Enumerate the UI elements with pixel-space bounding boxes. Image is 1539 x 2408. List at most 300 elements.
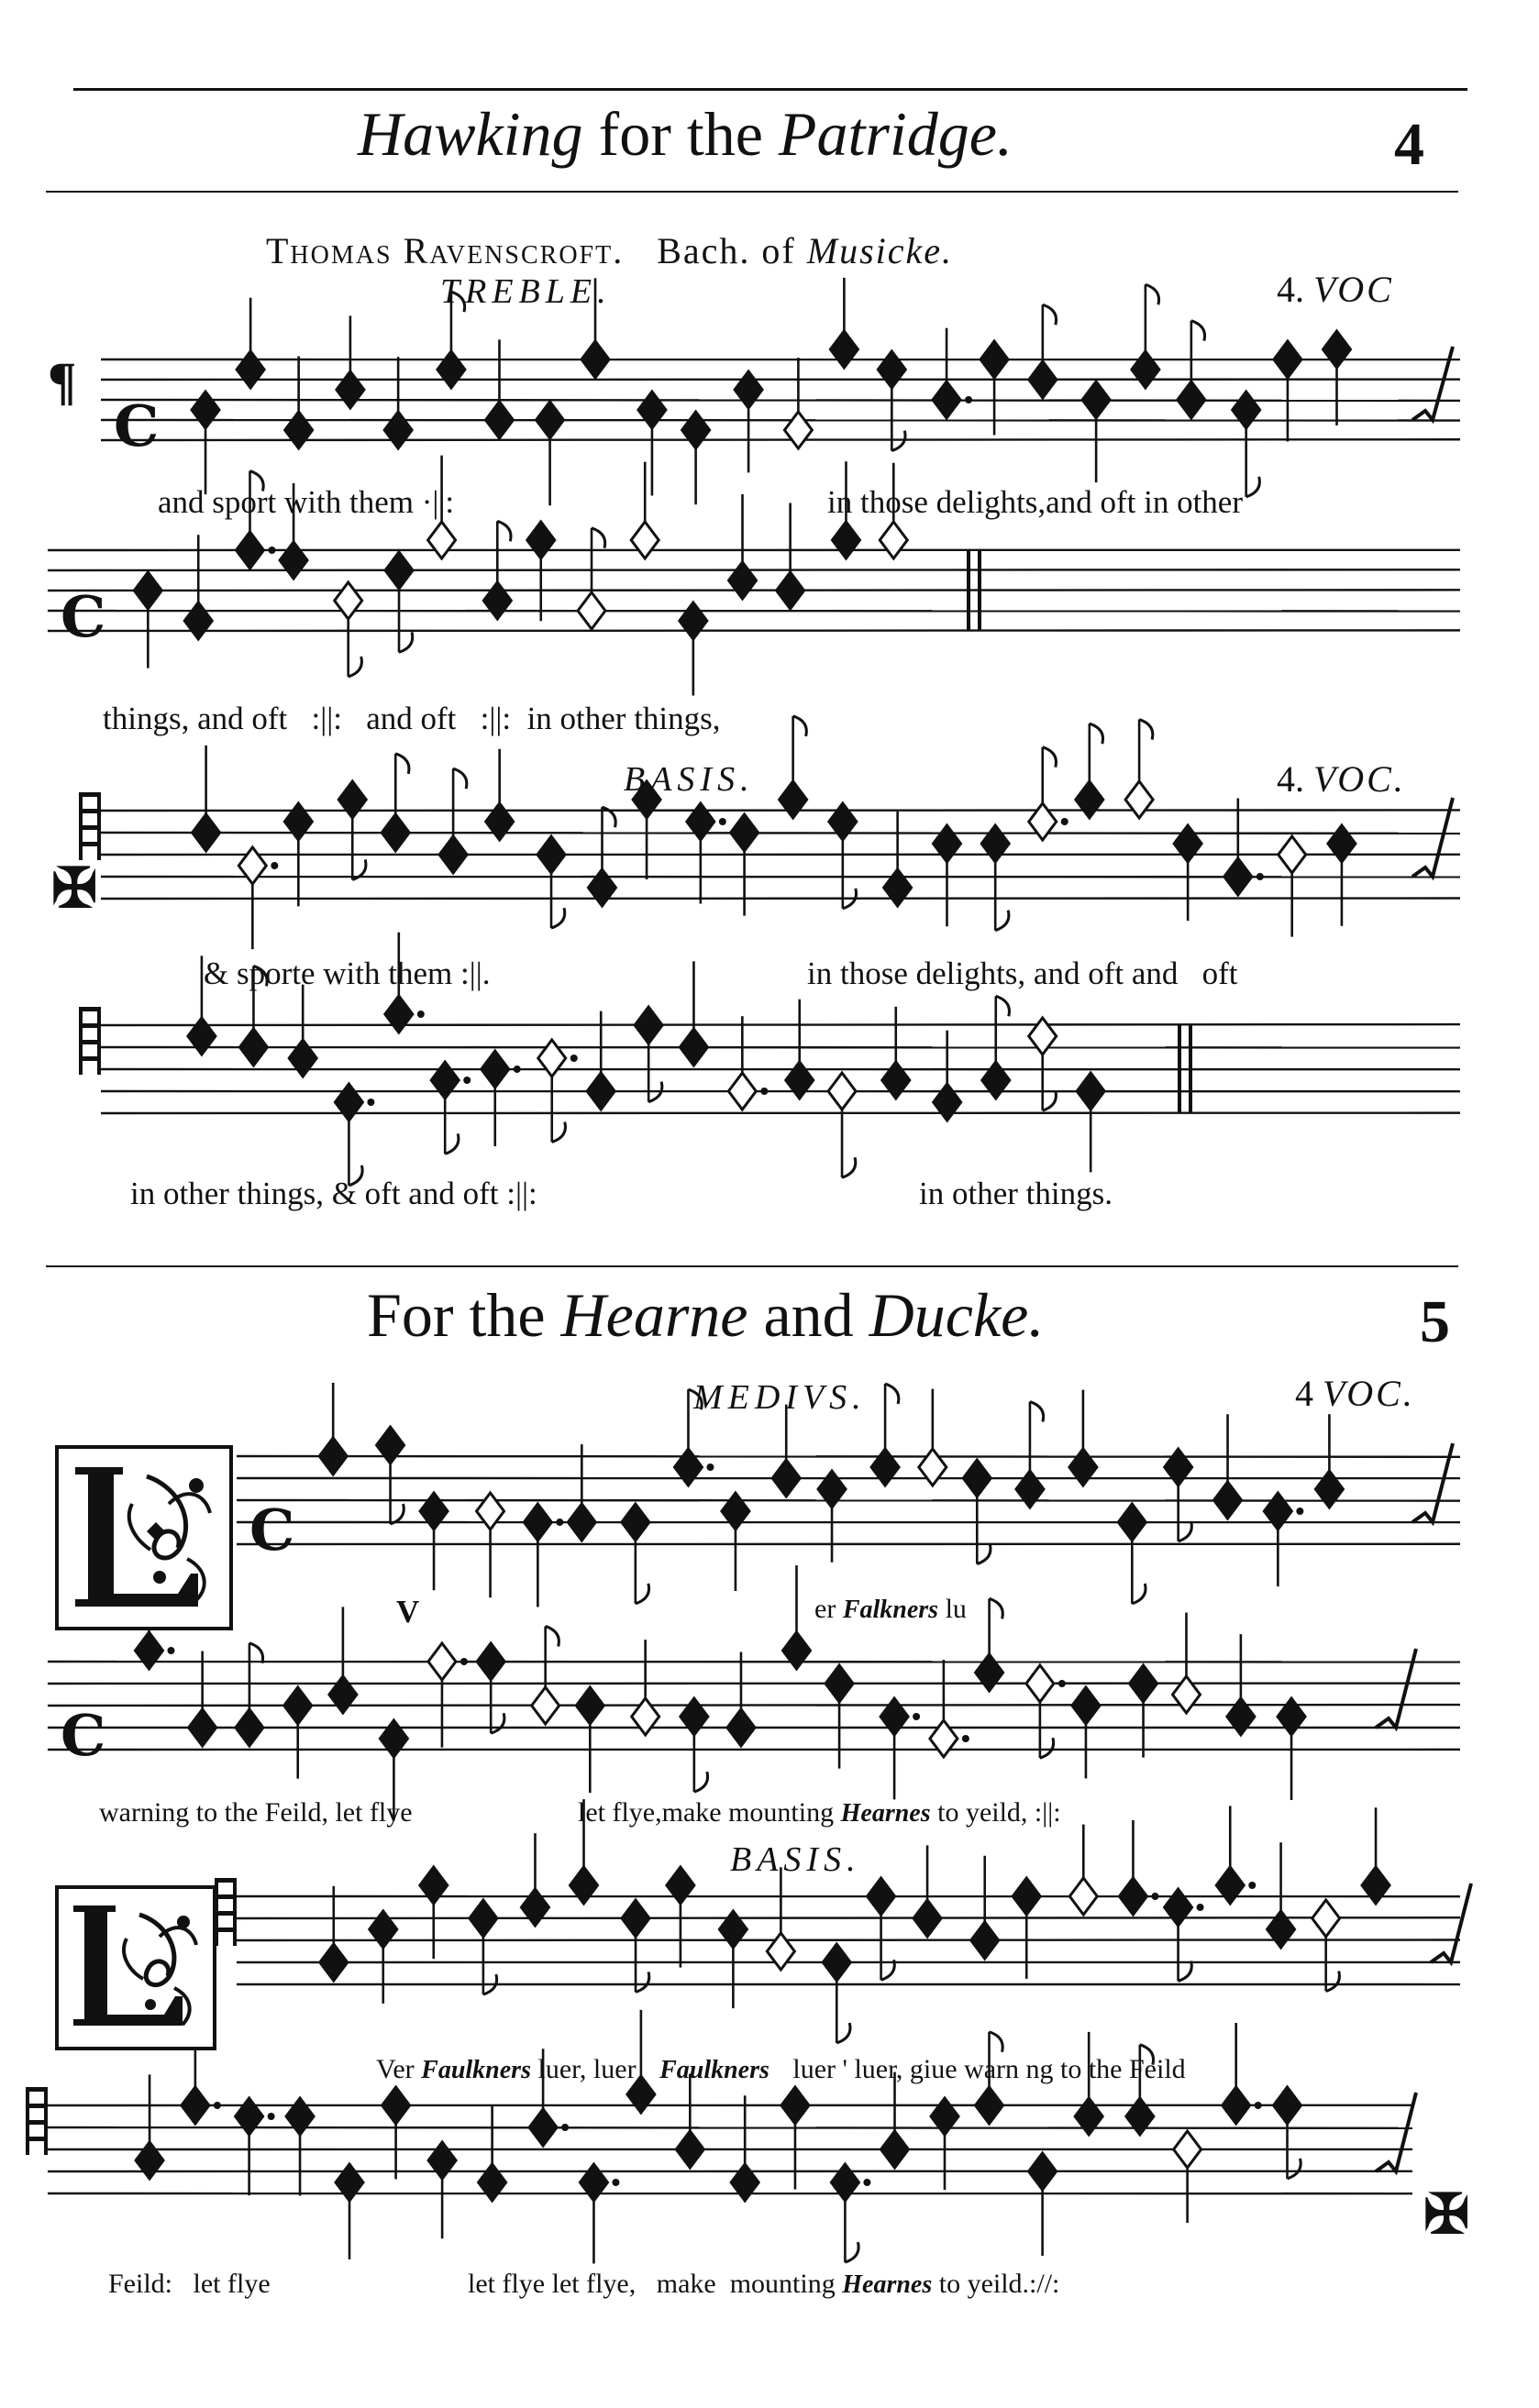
- note-head: [380, 1720, 407, 1757]
- note-head: [576, 1687, 603, 1724]
- note-dot: [271, 862, 278, 869]
- note-head: [286, 2098, 314, 2135]
- note-head: [680, 1029, 707, 1066]
- note-head: [485, 402, 513, 438]
- note-head: [772, 1460, 800, 1497]
- note-head: [1178, 381, 1205, 418]
- note-head: [931, 2098, 958, 2135]
- note-flag: [1191, 321, 1205, 341]
- note-flag: [491, 1713, 504, 1733]
- double-bar: [1178, 1025, 1181, 1113]
- note-dot: [214, 2102, 221, 2109]
- note-head: [727, 1709, 755, 1746]
- lyric-treble-2: things, and oft :||: and oft :||: in other things,: [103, 701, 721, 736]
- note-dot: [268, 2113, 275, 2120]
- note-flag: [845, 2242, 858, 2262]
- note-head: [188, 1018, 216, 1055]
- note-flag: [1246, 477, 1260, 497]
- custos-mark: [1431, 1883, 1471, 1962]
- note-head: [930, 1720, 958, 1757]
- note-head: [532, 1687, 559, 1724]
- lyric-basis-2a: in other things, & oft and oft :||:: [130, 1176, 537, 1211]
- note-flag: [552, 1121, 566, 1142]
- title-word-ducke: Ducke.: [869, 1280, 1045, 1350]
- note-head: [135, 1632, 162, 1669]
- note-dot: [268, 547, 275, 554]
- voice-label-basis-5: BASIS.: [730, 1840, 861, 1879]
- note-head: [428, 522, 456, 558]
- lyric-basis5-1a-italic: Faulkners: [421, 2056, 531, 2084]
- note-head: [635, 1007, 662, 1044]
- custos-mark: [1412, 1443, 1453, 1522]
- lyric-medius-2-rest: [578, 1797, 1061, 1828]
- note-head: [667, 1867, 694, 1904]
- note-head: [1082, 381, 1110, 418]
- staff-line: [48, 569, 1460, 570]
- note-head: [483, 582, 511, 619]
- note-head: [1076, 781, 1103, 818]
- title-word-hearne: Hearne: [560, 1280, 748, 1350]
- note-head: [676, 2131, 703, 2168]
- note-head: [1118, 1504, 1146, 1541]
- c-clef-icon: C: [61, 583, 106, 650]
- note-head: [319, 1438, 347, 1475]
- note-flag: [1043, 747, 1057, 768]
- note-dot: [1257, 873, 1264, 880]
- note-head: [377, 1427, 404, 1464]
- note-flag: [1287, 2159, 1301, 2179]
- note-head: [1174, 825, 1201, 862]
- note-head: [784, 412, 812, 448]
- note-head: [237, 351, 264, 388]
- c-clef-icon: C: [61, 1702, 106, 1769]
- note-head: [829, 803, 857, 840]
- note-head: [338, 781, 366, 818]
- note-dot: [1248, 1882, 1256, 1889]
- lyric-basis5-2b-italic: Hearnes: [842, 2270, 933, 2299]
- lyric-basis5-1b-italic: Faulkners: [659, 2056, 770, 2084]
- voc-number: 4: [1295, 1373, 1313, 1414]
- note-head: [681, 1698, 708, 1735]
- note-head: [881, 2131, 909, 2168]
- lyric-basis5-1a: Ver: [376, 2054, 415, 2084]
- double-bar: [1189, 1025, 1192, 1113]
- note-dot: [965, 396, 972, 403]
- note-head: [521, 1889, 548, 1926]
- f-clef-icon: [26, 2087, 29, 2155]
- note-flag: [885, 1384, 899, 1404]
- note-dot: [612, 2179, 619, 2186]
- double-bar: [967, 550, 970, 631]
- note-flag: [1326, 1971, 1340, 1991]
- note-head: [336, 2164, 363, 2201]
- voice-label-medius: MEDIVS.: [693, 1378, 867, 1417]
- note-head: [439, 836, 467, 873]
- staff-line: [48, 590, 1460, 591]
- note-head: [1323, 331, 1350, 368]
- note-head: [868, 1878, 895, 1915]
- note-head: [971, 1922, 999, 1959]
- title-word-and: and: [763, 1280, 854, 1350]
- note-head: [437, 351, 465, 388]
- note-head: [1214, 1482, 1242, 1519]
- note-head: [1264, 1493, 1291, 1530]
- note-head: [884, 869, 912, 906]
- note-flag: [445, 1133, 459, 1154]
- note-head: [830, 331, 858, 368]
- note-head: [382, 2087, 410, 2124]
- note-flag: [1043, 304, 1057, 325]
- note-head: [428, 1643, 456, 1680]
- note-head: [638, 392, 666, 428]
- lyric-basis-1a: & sporte with them :||.: [204, 955, 491, 991]
- note-head: [976, 1654, 1003, 1691]
- staff-line: [48, 630, 1460, 631]
- note-dot: [570, 1055, 578, 1062]
- note-head: [335, 1084, 362, 1121]
- note-flag: [399, 632, 413, 652]
- note-head: [578, 592, 605, 629]
- note-head: [1077, 1073, 1104, 1110]
- note-dot: [463, 1077, 471, 1084]
- note-head: [428, 2142, 456, 2179]
- note-flag: [451, 292, 465, 312]
- note-flag: [1139, 720, 1153, 740]
- note-head: [182, 2087, 209, 2124]
- note-head: [384, 412, 412, 448]
- page-number-5: 5: [1420, 1288, 1450, 1355]
- note-head: [871, 1449, 899, 1486]
- note-head: [919, 1449, 947, 1486]
- lyric-medius-1a: V: [396, 1594, 420, 1629]
- note-dot: [556, 1519, 563, 1526]
- note-flag: [636, 1972, 649, 1992]
- note-head: [980, 341, 1008, 378]
- note-head: [238, 847, 266, 884]
- note-head: [1315, 1471, 1343, 1508]
- cross-mark-right: ✠: [1423, 2184, 1470, 2245]
- page-5-title: [367, 1280, 1045, 1350]
- staff-line: [101, 400, 1460, 401]
- voc-number: 4.: [1277, 269, 1304, 310]
- lyric-basis-2b: in other things.: [919, 1176, 1113, 1211]
- f-clef-icon: [233, 1878, 237, 1946]
- note-flag: [551, 908, 565, 928]
- note-head: [880, 522, 907, 558]
- note-head: [236, 2098, 263, 2135]
- note-head: [1075, 2098, 1102, 2135]
- note-head: [731, 814, 758, 851]
- lyric-basis5-1b: luer, luer: [537, 2054, 637, 2084]
- note-head: [680, 602, 707, 639]
- voc-word: VOC.: [1323, 1373, 1415, 1414]
- voc-label-basis: [1277, 757, 1406, 801]
- note-head: [1125, 781, 1153, 818]
- note-dot: [561, 2124, 569, 2131]
- note-head: [682, 412, 710, 448]
- note-flag: [497, 521, 511, 541]
- note-head: [687, 803, 714, 840]
- note-head: [289, 1040, 316, 1077]
- note-head: [470, 1900, 497, 1937]
- note-head: [1026, 1665, 1054, 1702]
- note-head: [479, 2164, 506, 2201]
- lyric-basis5-1c: luer ' luer, giue warn ng to the Feild: [792, 2054, 1186, 2084]
- note-flag: [395, 754, 409, 774]
- note-flag: [1146, 284, 1159, 304]
- note-dot: [1061, 818, 1068, 825]
- note-dot: [863, 2179, 870, 2186]
- lyric-basis5-1: [376, 2054, 1186, 2085]
- note-head: [527, 522, 555, 558]
- note-head: [382, 814, 409, 851]
- note-head: [239, 1029, 267, 1066]
- note-flag: [453, 768, 467, 789]
- voice-label-basis: BASIS.: [624, 760, 755, 799]
- note-head: [580, 2164, 607, 2201]
- note-head: [786, 1062, 814, 1099]
- note-head: [1029, 1018, 1057, 1055]
- note-flag: [636, 1584, 649, 1604]
- lyric-medius-1b-italic: Falkners: [842, 1596, 939, 1624]
- note-head: [568, 1504, 595, 1541]
- note-head: [825, 1665, 853, 1702]
- lyric-medius-2a: warning to the Feild, let flye: [99, 1797, 413, 1828]
- c-clef-icon: C: [114, 392, 160, 459]
- lyric-basis5-2a: Feild: let flye: [108, 2269, 271, 2299]
- note-head: [632, 1698, 659, 1735]
- note-head: [823, 1944, 850, 1981]
- note-dot: [1058, 1680, 1066, 1687]
- note-dot: [1255, 2102, 1262, 2109]
- note-head: [831, 2164, 858, 2201]
- lyric-medius-2b-italic: Hearnes: [840, 1799, 931, 1828]
- note-head: [674, 1449, 702, 1486]
- double-bar: [978, 550, 981, 631]
- note-head: [777, 572, 804, 609]
- note-head: [780, 781, 807, 818]
- note-head: [1172, 1676, 1200, 1713]
- note-head: [1174, 2131, 1201, 2168]
- note-head: [729, 562, 757, 599]
- note-head: [782, 1632, 810, 1669]
- note-head: [976, 2087, 1003, 2124]
- note-head: [370, 1911, 397, 1948]
- note-head: [587, 1073, 614, 1110]
- note-head: [1130, 1665, 1157, 1702]
- note-head: [581, 341, 609, 378]
- note-head: [728, 1073, 756, 1110]
- note-flag: [990, 2032, 1003, 2052]
- note-flag: [391, 1504, 404, 1524]
- note-flag: [990, 1598, 1003, 1618]
- note-head: [767, 1933, 794, 1970]
- lyric-basis-1b: in those delights, and oft and oft: [807, 955, 1238, 991]
- note-head: [1362, 1867, 1390, 1904]
- decorated-initial-l-basis: [55, 1885, 216, 2050]
- note-head: [136, 2142, 163, 2179]
- note-dot: [460, 1658, 468, 1665]
- note-head: [933, 381, 960, 418]
- note-head: [913, 1900, 941, 1937]
- note-head: [933, 825, 960, 862]
- note-head: [735, 371, 762, 408]
- note-head: [719, 1911, 747, 1948]
- lyric-medius-1b: er: [814, 1594, 836, 1624]
- note-head: [1274, 341, 1301, 378]
- note-dot: [367, 1099, 374, 1106]
- note-head: [1165, 1889, 1192, 1926]
- note-flag: [249, 1643, 263, 1663]
- cross-mark-left: ✠: [51, 858, 98, 919]
- note-head: [192, 392, 219, 428]
- note-head: [934, 1084, 961, 1121]
- note-head: [1132, 351, 1159, 388]
- note-flag: [1030, 1402, 1044, 1422]
- note-dot: [706, 1464, 714, 1471]
- lyric-medius-2b: let flye,make mounting: [578, 1797, 835, 1828]
- note-head: [1029, 361, 1057, 398]
- note-head: [524, 1504, 551, 1541]
- note-head: [477, 1643, 504, 1680]
- note-head: [1029, 803, 1057, 840]
- note-head: [134, 572, 161, 609]
- note-head: [1273, 2087, 1301, 2124]
- note-head: [1029, 2153, 1057, 2190]
- note-flag: [546, 1626, 559, 1646]
- note-head: [431, 1062, 459, 1099]
- f-clef-icon: [97, 1007, 101, 1075]
- note-flag: [996, 996, 1010, 1016]
- lyric-medius-2c: to yeild, :||:: [937, 1797, 1061, 1828]
- note-flag: [1179, 1961, 1192, 1981]
- f-clef-icon: [44, 2087, 48, 2155]
- voice-label-treble: TREBLE.: [440, 272, 612, 311]
- note-dot: [417, 1011, 425, 1018]
- f-clef-icon: [79, 1007, 83, 1075]
- note-head: [285, 412, 313, 448]
- note-head: [1233, 392, 1260, 428]
- note-head: [284, 1687, 312, 1724]
- note-head: [570, 1867, 598, 1904]
- decorated-initial-l-medius: [55, 1445, 233, 1630]
- note-flag: [1040, 1738, 1054, 1758]
- title-words-for-the: for the: [598, 99, 763, 169]
- note-head: [193, 814, 220, 851]
- note-dot: [962, 1735, 969, 1742]
- lyric-treble-1b: in those delights,and oft in other: [827, 484, 1243, 520]
- custos-mark: [1412, 347, 1453, 420]
- note-dot: [167, 1647, 174, 1654]
- note-head: [832, 522, 859, 558]
- note-head: [335, 582, 362, 619]
- note-flag: [977, 1544, 991, 1564]
- note-head: [280, 542, 307, 579]
- lyric-basis5-2c: to yeild.://:: [938, 2269, 1060, 2299]
- note-head: [1016, 1471, 1044, 1508]
- lyric-basis5-2b: let flye let flye, make mounting: [468, 2269, 836, 2299]
- staff-line: [48, 1705, 1460, 1706]
- note-head: [818, 1471, 846, 1508]
- note-head: [1279, 836, 1306, 873]
- note-flag: [1179, 1521, 1192, 1541]
- note-head: [486, 803, 514, 840]
- note-head: [1013, 1878, 1040, 1915]
- lyric-medius-1c: lu: [945, 1594, 967, 1624]
- voc-word: VOC: [1313, 269, 1394, 310]
- note-head: [882, 1062, 910, 1099]
- note-flag: [842, 1157, 856, 1177]
- note-head: [337, 371, 364, 408]
- custos-mark: [1376, 1649, 1416, 1728]
- lyric-treble-1a: and sport with them ·||:: [158, 484, 455, 520]
- note-head: [981, 825, 1009, 862]
- note-dot: [1197, 1904, 1204, 1911]
- note-head: [878, 351, 905, 388]
- title-word-hawking: Hawking: [358, 99, 583, 169]
- note-head: [529, 2109, 557, 2146]
- note-head: [1069, 1878, 1097, 1915]
- note-head: [731, 2164, 758, 2201]
- note-head: [1072, 1687, 1100, 1724]
- note-dot: [913, 1713, 920, 1720]
- note-flag: [694, 1772, 708, 1792]
- note-head: [236, 532, 263, 569]
- composer-name: Thomas Ravenscroft.: [266, 230, 625, 271]
- voc-label-medius: [1295, 1372, 1415, 1415]
- note-dot: [760, 1088, 768, 1095]
- note-flag: [995, 911, 1009, 931]
- note-head: [631, 522, 659, 558]
- note-dot: [719, 818, 726, 825]
- lyric-basis5-2-rest: [468, 2269, 1059, 2300]
- pilcrow-mark: ¶: [48, 351, 77, 411]
- f-clef-icon: [97, 792, 101, 860]
- note-flag: [1132, 1584, 1146, 1604]
- note-flag: [592, 528, 605, 548]
- note-head: [1328, 825, 1356, 862]
- note-head: [477, 1493, 504, 1530]
- note-head: [1165, 1449, 1192, 1486]
- note-head: [880, 1698, 908, 1735]
- lyric-medius-1: [396, 1594, 419, 1630]
- note-head: [320, 1944, 348, 1981]
- note-head: [622, 1900, 649, 1937]
- note-head: [722, 1493, 749, 1530]
- note-head: [236, 1709, 263, 1746]
- note-flag: [1043, 1090, 1057, 1110]
- note-head: [189, 1709, 216, 1746]
- c-clef-icon: C: [249, 1497, 295, 1563]
- note-flag: [836, 2023, 850, 2043]
- section-rule: [46, 1265, 1458, 1267]
- note-flag: [793, 716, 807, 736]
- note-flag: [1090, 724, 1103, 744]
- note-head: [1119, 1878, 1146, 1915]
- note-head: [588, 869, 615, 906]
- lyric-medius-1-rest: [814, 1594, 967, 1625]
- note-head: [1216, 1867, 1244, 1904]
- note-head: [828, 1073, 856, 1110]
- staff-line: [237, 1456, 1460, 1457]
- note-head: [1069, 1449, 1097, 1486]
- note-head: [1223, 2087, 1250, 2124]
- note-head: [329, 1676, 357, 1713]
- voc-word: VOC.: [1313, 758, 1406, 800]
- note-head: [1268, 1911, 1295, 1948]
- note-head: [781, 2087, 809, 2124]
- note-head: [184, 602, 212, 639]
